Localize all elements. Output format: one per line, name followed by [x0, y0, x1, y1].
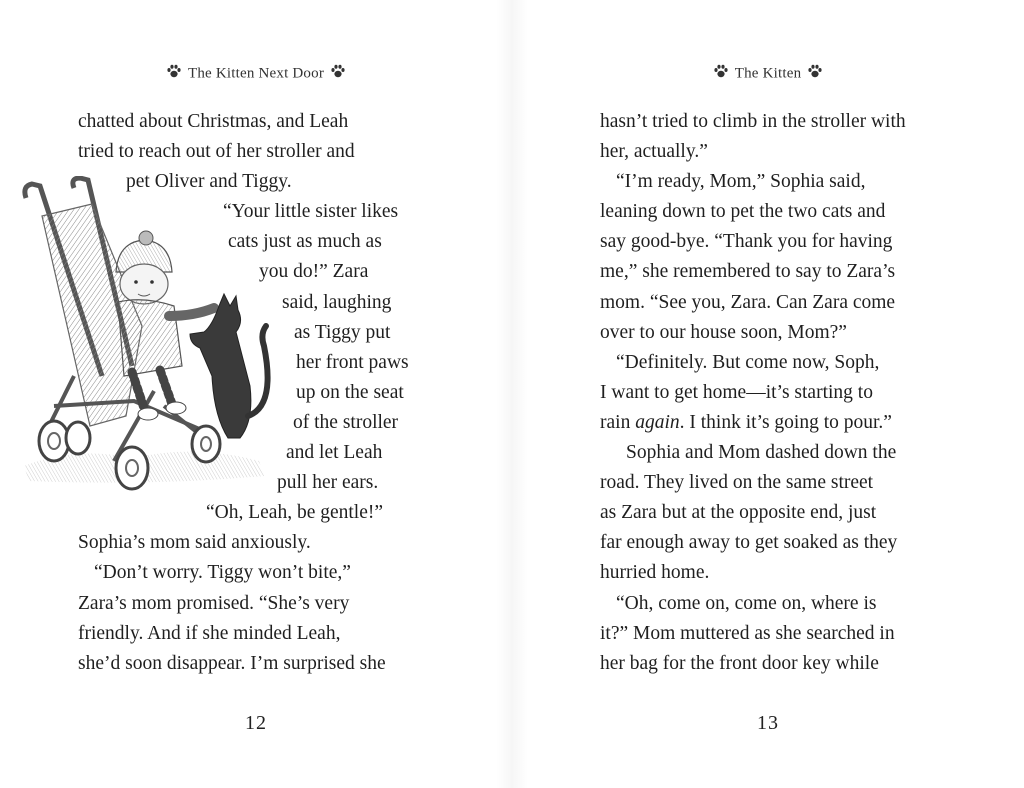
text-line: cats just as much as	[228, 231, 382, 253]
text-line: she’d soon disappear. I’m surprised she	[78, 652, 386, 674]
text-line: Sophia’s mom said anxiously.	[78, 532, 311, 554]
text-segment: “Oh, come on, come on, where is	[616, 592, 877, 614]
paw-print-icon	[807, 64, 823, 84]
text-line	[600, 438, 960, 468]
text-line: pull her ears.	[277, 472, 379, 494]
text-segment: far enough away to get soaked as they	[600, 532, 898, 554]
text-line	[600, 528, 960, 558]
running-header	[0, 64, 512, 84]
text-line	[600, 408, 960, 438]
text-segment: over to our house soon, Mom?”	[600, 321, 847, 343]
text-segment: as Zara but at the opposite end, just	[600, 502, 877, 524]
text-line: “Oh, Leah, be gentle!”	[206, 502, 384, 524]
text-segment: “Definitely. But come now, Soph,	[616, 351, 880, 373]
text-line: her front paws	[296, 351, 409, 373]
text-segment: her bag for the front door key while	[600, 652, 879, 674]
text-line	[600, 137, 960, 167]
text-line	[600, 619, 960, 649]
text-line	[600, 378, 960, 408]
text-line: chatted about Christmas, and Leah	[78, 111, 349, 132]
text-line: you do!” Zara	[259, 261, 369, 283]
text-segment: “I’m ready, Mom,” Sophia said,	[616, 171, 866, 193]
text-segment: rain	[600, 411, 636, 433]
text-line	[600, 468, 960, 498]
text-segment: say good-bye. “Thank you for having	[600, 231, 893, 253]
page-number: 12	[245, 712, 267, 734]
text-line	[600, 257, 960, 287]
text-line: pet Oliver and Tiggy.	[126, 171, 292, 193]
text-line: and let Leah	[286, 442, 383, 464]
text-segment: hasn’t tried to climb in the stroller with	[600, 111, 906, 132]
text-line	[600, 288, 960, 318]
text-segment: it?” Mom muttered as she searched in	[600, 622, 895, 644]
text-segment: mom. “See you, Zara. Can Zara come	[600, 291, 896, 313]
text-line	[600, 107, 960, 137]
paw-print-icon	[713, 64, 729, 84]
running-header-title: The Kitten Next Door	[187, 65, 325, 82]
running-header	[512, 64, 1024, 84]
text-line	[600, 498, 960, 528]
text-line	[600, 167, 960, 197]
text-line: tried to reach out of her stroller and	[78, 141, 355, 163]
paw-print-icon	[330, 64, 346, 84]
text-line: Zara’s mom promised. “She’s very	[78, 592, 350, 614]
text-line: “Don’t worry. Tiggy won’t bite,”	[94, 562, 351, 584]
text-segment: I want to get home—it’s starting to	[600, 381, 873, 403]
paw-print-icon	[166, 64, 182, 84]
text-line: as Tiggy put	[294, 321, 391, 343]
text-segment: road. They lived on the same street	[600, 472, 874, 494]
text-line	[600, 318, 960, 348]
text-segment: . I think it’s going to pour.”	[679, 411, 892, 433]
text-line: said, laughing	[282, 291, 392, 313]
text-line: of the stroller	[293, 411, 399, 433]
italic-text: again	[635, 411, 680, 433]
text-segment: her, actually.”	[600, 141, 708, 163]
text-line: friendly. And if she minded Leah,	[78, 622, 341, 644]
page-number: 13	[757, 712, 779, 734]
text-segment: hurried home.	[600, 562, 710, 584]
text-line: up on the seat	[296, 381, 404, 403]
text-line	[600, 589, 960, 619]
running-header-title: The Kitten	[734, 65, 802, 82]
left-page-text	[78, 107, 438, 679]
right-page	[512, 0, 1024, 788]
text-segment: me,” she remembered to say to Zara’s	[600, 261, 896, 283]
text-line: “Your little sister likes	[223, 201, 399, 223]
text-line	[600, 197, 960, 227]
text-line	[600, 348, 960, 378]
text-line	[600, 649, 960, 679]
text-segment: Sophia and Mom dashed down the	[626, 442, 897, 464]
text-line	[600, 227, 960, 257]
right-page-text	[600, 107, 960, 679]
text-segment: leaning down to pet the two cats and	[600, 201, 886, 223]
text-line	[600, 558, 960, 588]
